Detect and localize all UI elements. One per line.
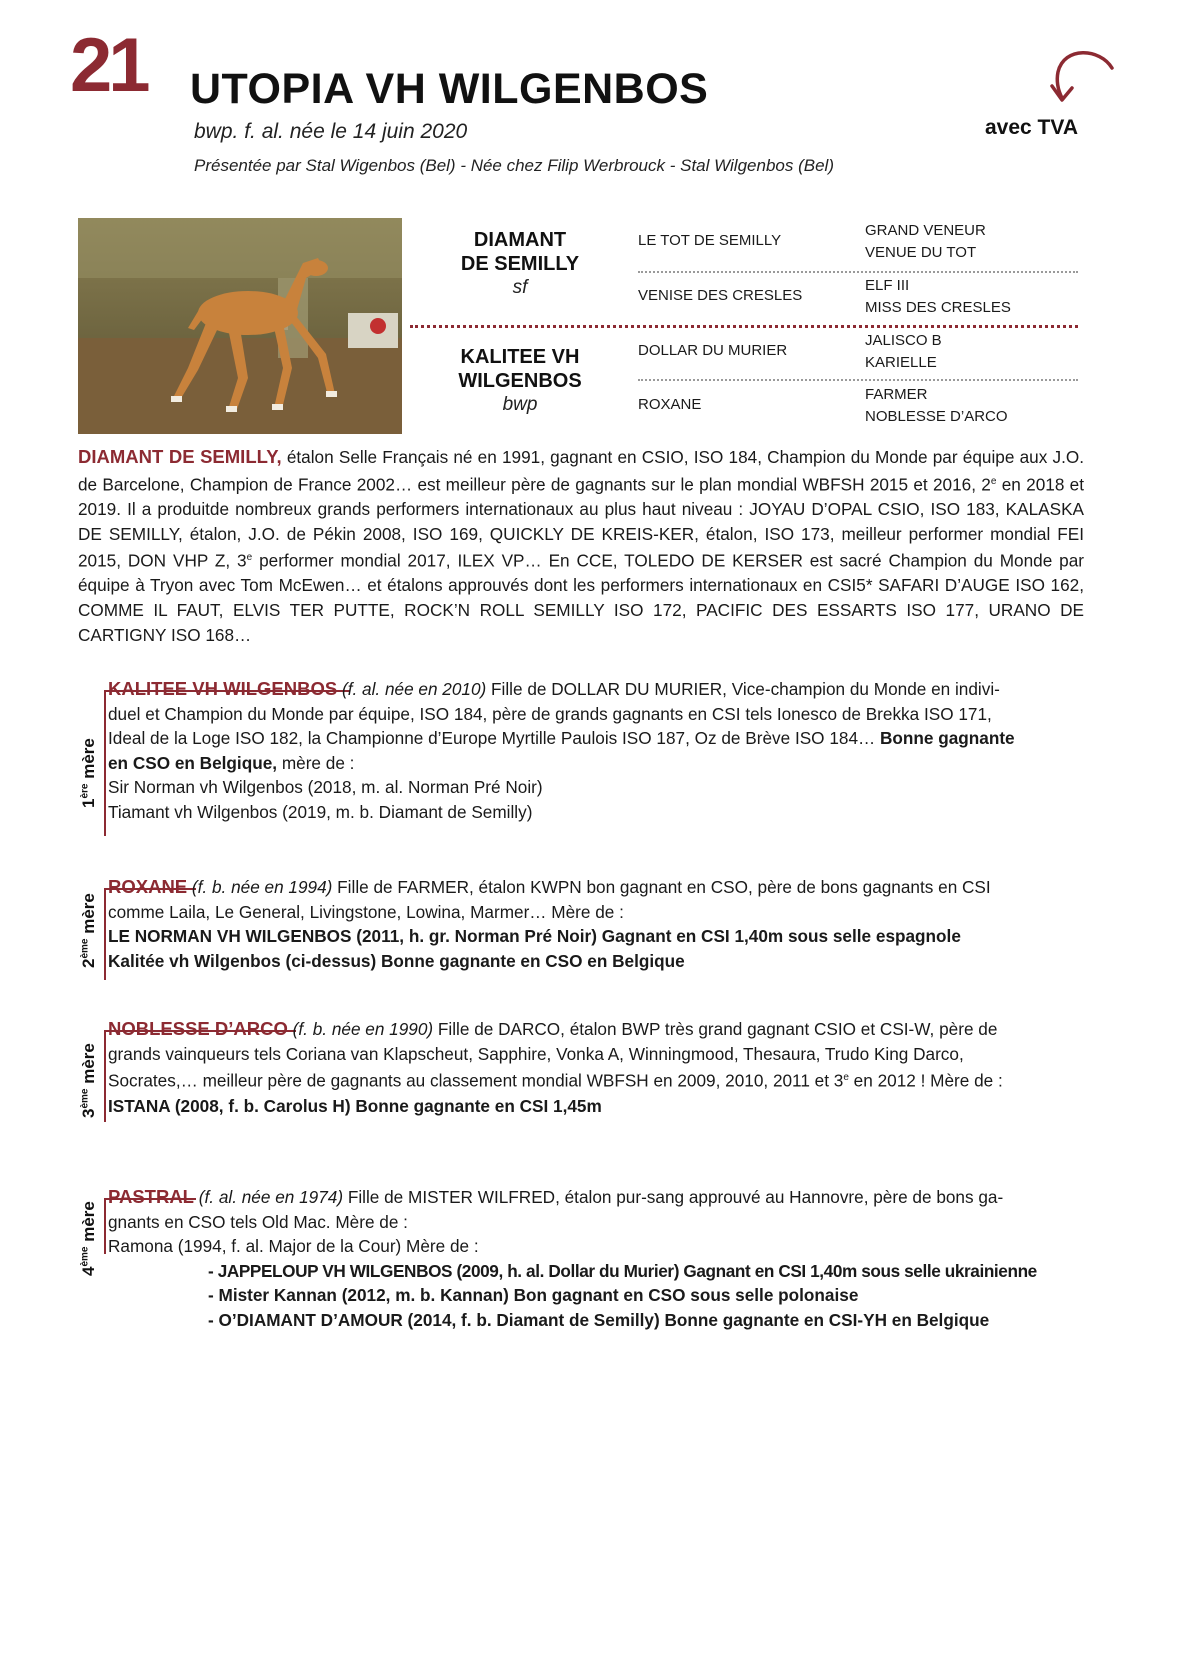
pedigree-grandparent: DOLLAR DU MURIER (638, 342, 788, 359)
tva-label: avec TVA (985, 116, 1078, 139)
pedigree-grandparent: ROXANE (638, 396, 702, 413)
mere-bracket (104, 1030, 106, 1122)
foal-photo (78, 218, 402, 434)
pedigree-great-grandparent: NOBLESSE D’ARCO (865, 408, 1008, 425)
pedigree-divider-main (410, 325, 1078, 328)
curved-arrow-icon (1048, 46, 1116, 108)
pedigree-sire: DIAMANT DE SEMILLY sf (460, 229, 580, 298)
mere-section-4: PASTRAL (f. al. née en 1974) Fille de MISTER WILFRED, étalon pur-sang approuvé au Hannovre, père de bons ga- gnants en CSO tels Old Mac. Mère de : Ramona (1994, f. al. Major de la Cour) Mère de : - JAPPELOUP VH WILGENBOS (2009, h. al. Dollar du Murier) Gagnant en CSI 1,40m sous selle ukrainienne - Mister Kannan (2012, m. b. Kannan) Bon gagnant en CSO sous selle polonaise - O’DIAMANT D’AMOUR (2014, f. b. Diamant de Semilly) Bonne gagnante en CSI-YH en Belgique (108, 1185, 1088, 1333)
mere-label-1: 1ère mère (79, 738, 98, 808)
pedigree-divider (638, 271, 1078, 273)
pedigree-grandparent: VENISE DES CRESLES (638, 287, 803, 304)
mere-label-4: 4ème mère (79, 1201, 98, 1276)
list-item: - O’DIAMANT D’AMOUR (2014, f. b. Diamant de Semilly) Bonne gagnante en CSI-YH en Belgique (208, 1309, 990, 1330)
horse-name: UTOPIA VH WILGENBOS (190, 65, 709, 113)
mere-name: NOBLESSE D’ARCO (108, 1018, 288, 1039)
pedigree-great-grandparent: MISS DES CRESLES (865, 299, 1011, 316)
pedigree-grandparent: LE TOT DE SEMILLY (638, 232, 782, 249)
mere-label-2: 2ème mère (79, 893, 98, 968)
pedigree-great-grandparent: FARMER (865, 386, 928, 403)
pedigree-great-grandparent: JALISCO B (865, 332, 942, 349)
mere-name: KALITEE VH WILGENBOS (108, 678, 338, 699)
mere-bracket (104, 690, 106, 836)
list-item: - JAPPELOUP VH WILGENBOS (2009, h. al. Dollar du Murier) Gagnant en CSI 1,40m sous selle ukrainienne (208, 1260, 1037, 1281)
list-item: - Mister Kannan (2012, m. b. Kannan) Bon gagnant en CSO sous selle polonaise (208, 1285, 859, 1306)
lot-number: 21 (70, 23, 147, 108)
mere-bracket (104, 888, 106, 980)
pedigree-great-grandparent: ELF III (865, 277, 910, 294)
pedigree-great-grandparent: GRAND VENEUR (865, 222, 986, 239)
pedigree-great-grandparent: KARIELLE (865, 354, 937, 371)
pedigree-great-grandparent: VENUE DU TOT (865, 244, 977, 261)
mere-bracket (104, 1198, 106, 1254)
mere-name: PASTRAL (108, 1186, 194, 1207)
sire-name: DIAMANT DE SEMILLY, (78, 446, 282, 467)
horse-subtitle: bwp. f. al. née le 14 juin 2020 (194, 120, 468, 143)
mere-label-3: 3ème mère (79, 1043, 98, 1118)
mere-section-3: NOBLESSE D’ARCO (f. b. née en 1990) Fille de DARCO, étalon BWP très grand gagnant CSIO et CSI-W, père de grands vainqueurs tels Coriana van Klapscheut, Sapphire, Vonka A, Winningmood, Thesaura, Trudo King Darco, Socrates,… meilleur père de gagnants au classement mondial WBFSH en 2009, 2010, 2011 et 3e en 2012 ! Mère de : ISTANA (2008, f. b. Carolus H) Bonne gagnante en CSI 1,45m (108, 1018, 1003, 1116)
mere-name: ROXANE (108, 876, 188, 897)
mere-section-2: ROXANE (f. b. née en 1994) Fille de FARMER, étalon KWPN bon gagnant en CSO, père de bons gagnants en CSI comme Laila, Le General, Livingstone, Lowina, Marmer… Mère de : LE NORMAN VH WILGENBOS (2011, h. gr. Norman Pré Noir) Gagnant en CSI 1,40m sous selle espagnole Kalitée vh Wilgenbos (ci-dessus) Bonne gagnante en CSO en Belgique (108, 876, 991, 971)
sire-description: DIAMANT DE SEMILLY, étalon Selle Français né en 1991, gagnant en CSIO, ISO 184, Champion du Monde par équipe aux J.O. de Barcelone, Champion de France 2002… est meilleur père de gagnants sur le plan mondial WBFSH 2015 et 2016, 2e en 2018 et 2019. Il a produitde nombreux grands performers internationaux au plus haut niveau : JOYAU D’OPAL CSIO, ISO 183, KALASKA DE SEMILLY, étalon, J.O. de Pékin 2008, ISO 169, QUICKLY DE KREIS-KER, étalon, ISO 173, meilleur performer mondial FEI 2015, DON VHP Z, 3e performer mondial 2017, ILEX VP… En CCE, TOLEDO DE KERSER est sacré Champion du Monde par équipe à Tryon avec Tom McEwen… et étalons approuvés dont les performers internationaux en CSI5* SAFARI D’AUGE ISO 162, COMME IL FAUT, ELVIS TER PUTTE, ROCK’N ROLL SEMILLY ISO 172, PACIFIC DES ESSARTS ISO 177, URANO DE CARTIGNY ISO 168… (78, 446, 1085, 645)
presenter-line: Présentée par Stal Wigenbos (Bel) - Née chez Filip Werbrouck - Stal Wilgenbos (Bel) (194, 156, 834, 175)
mere-section-1: KALITEE VH WILGENBOS (f. al. née en 2010) Fille de DOLLAR DU MURIER, Vice-champion du Monde en indivi- duel et Champion du Monde par équipe, ISO 184, père de grands gagnants en CSI tels Ionesco de Brekka ISO 171, Ideal de la Loge ISO 182, la Championne d’Europe Myrtille Paulois ISO 187, Oz de Brève ISO 184… Bonne gagnante en CSO en Belgique, mère de : Sir Norman vh Wilgenbos (2018, m. al. Norman Pré Noir) Tiamant vh Wilgenbos (2019, m. b. Diamant de Semilly) (108, 678, 1015, 822)
pedigree-divider (638, 379, 1078, 381)
pedigree-dam: KALITEE VH WILGENBOS bwp (458, 346, 582, 415)
